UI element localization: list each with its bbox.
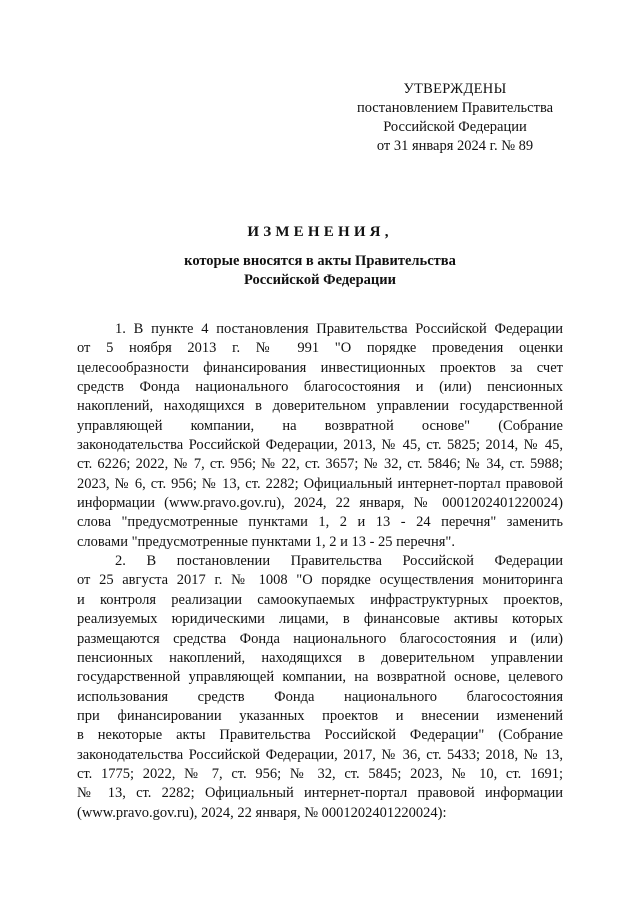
text-line: словами "предусмотренные пунктами 1, 2 и 13 - 25 перечня". bbox=[77, 533, 455, 550]
text-line: пенсионных накоплений, находящихся в доверительном управлении bbox=[77, 649, 563, 666]
text-line: 1. В пункте 4 постановления Правительства Российской Федерации bbox=[115, 321, 563, 337]
text-line: размещаются средства Фонда национального благосостояния и (или) bbox=[77, 630, 563, 647]
text-line: законодательства Российской Федерации, 2013, № 45, ст. 5825; 2014, № 45, bbox=[77, 437, 563, 454]
text-line: средств Фонда национального благосостояния и (или) пенсионных bbox=[77, 379, 563, 396]
text-line: (www.pravo.gov.ru), 2024, 22 января, № 0001202401220024): bbox=[77, 804, 447, 821]
text-line: в некоторые акты Правительства Российской Федерации" (Собрание bbox=[77, 727, 563, 744]
approval-line-2: Российской Федерации bbox=[383, 119, 527, 135]
text-line: при финансировании указанных проектов и внесении изменений bbox=[77, 707, 563, 724]
subtitle-line-1: которые вносятся в акты Правительства bbox=[184, 253, 456, 269]
text-line: информации (www.pravo.gov.ru), 2024, 22 января, № 0001202401220024) bbox=[77, 495, 563, 512]
text-line: реализуемых юридическими лицами, в финансовые активы которых bbox=[77, 611, 563, 628]
text-line: 2023, № 6, ст. 956; № 13, ст. 2282; Официальный интернет-портал правовой bbox=[77, 475, 563, 492]
document-subtitle bbox=[0, 252, 640, 290]
text-line: использования средств Фонда национального благосостояния bbox=[77, 688, 563, 705]
text-line: от 5 ноября 2013 г. № 991 "О порядке проведения оценки bbox=[77, 340, 563, 357]
text-line: ст. 1775; 2022, № 7, ст. 956; № 32, ст. 5845; 2023, № 10, ст. 1691; bbox=[77, 765, 563, 782]
text-line: № 13, ст. 2282; Официальный интернет-портал правовой информации bbox=[77, 785, 563, 802]
text-line: накоплений, находящихся в доверительном управлении государственной bbox=[77, 398, 563, 415]
text-line: целесообразности финансирования инвестиционных проектов за счет bbox=[77, 359, 563, 376]
subtitle-line-2: Российской Федерации bbox=[243, 272, 396, 288]
text-line: слова "предусмотренные пунктами 1, 2 и 13 - 24 перечня" заменить bbox=[77, 514, 563, 531]
text-line: и контроля реализации самоокупаемых инфраструктурных проектов, bbox=[77, 591, 563, 608]
approval-stamp bbox=[330, 80, 580, 156]
text-line: от 25 августа 2017 г. № 1008 "О порядке осуществления мониторинга bbox=[77, 572, 563, 589]
approval-title: УТВЕРЖДЕНЫ bbox=[403, 81, 507, 97]
document-body bbox=[77, 320, 563, 823]
approval-line-3: от 31 января 2024 г. № 89 bbox=[376, 138, 534, 154]
text-line: ст. 6226; 2022, № 7, ст. 956; № 22, ст. 3657; № 32, ст. 5846; № 34, ст. 5988; bbox=[77, 456, 563, 473]
document-title: ИЗМЕНЕНИЯ, bbox=[247, 224, 393, 240]
text-line: законодательства Российской Федерации, 2017, № 36, ст. 5433; 2018, № 13, bbox=[77, 746, 563, 763]
text-line: государственной управляющей компании, на возвратной основе, целевого bbox=[77, 669, 563, 686]
approval-line-1: постановлением Правительства bbox=[356, 100, 554, 116]
text-line: 2. В постановлении Правительства Российской Федерации bbox=[115, 553, 563, 570]
text-line: управляющей компании, на возвратной основе" (Собрание bbox=[77, 417, 563, 434]
